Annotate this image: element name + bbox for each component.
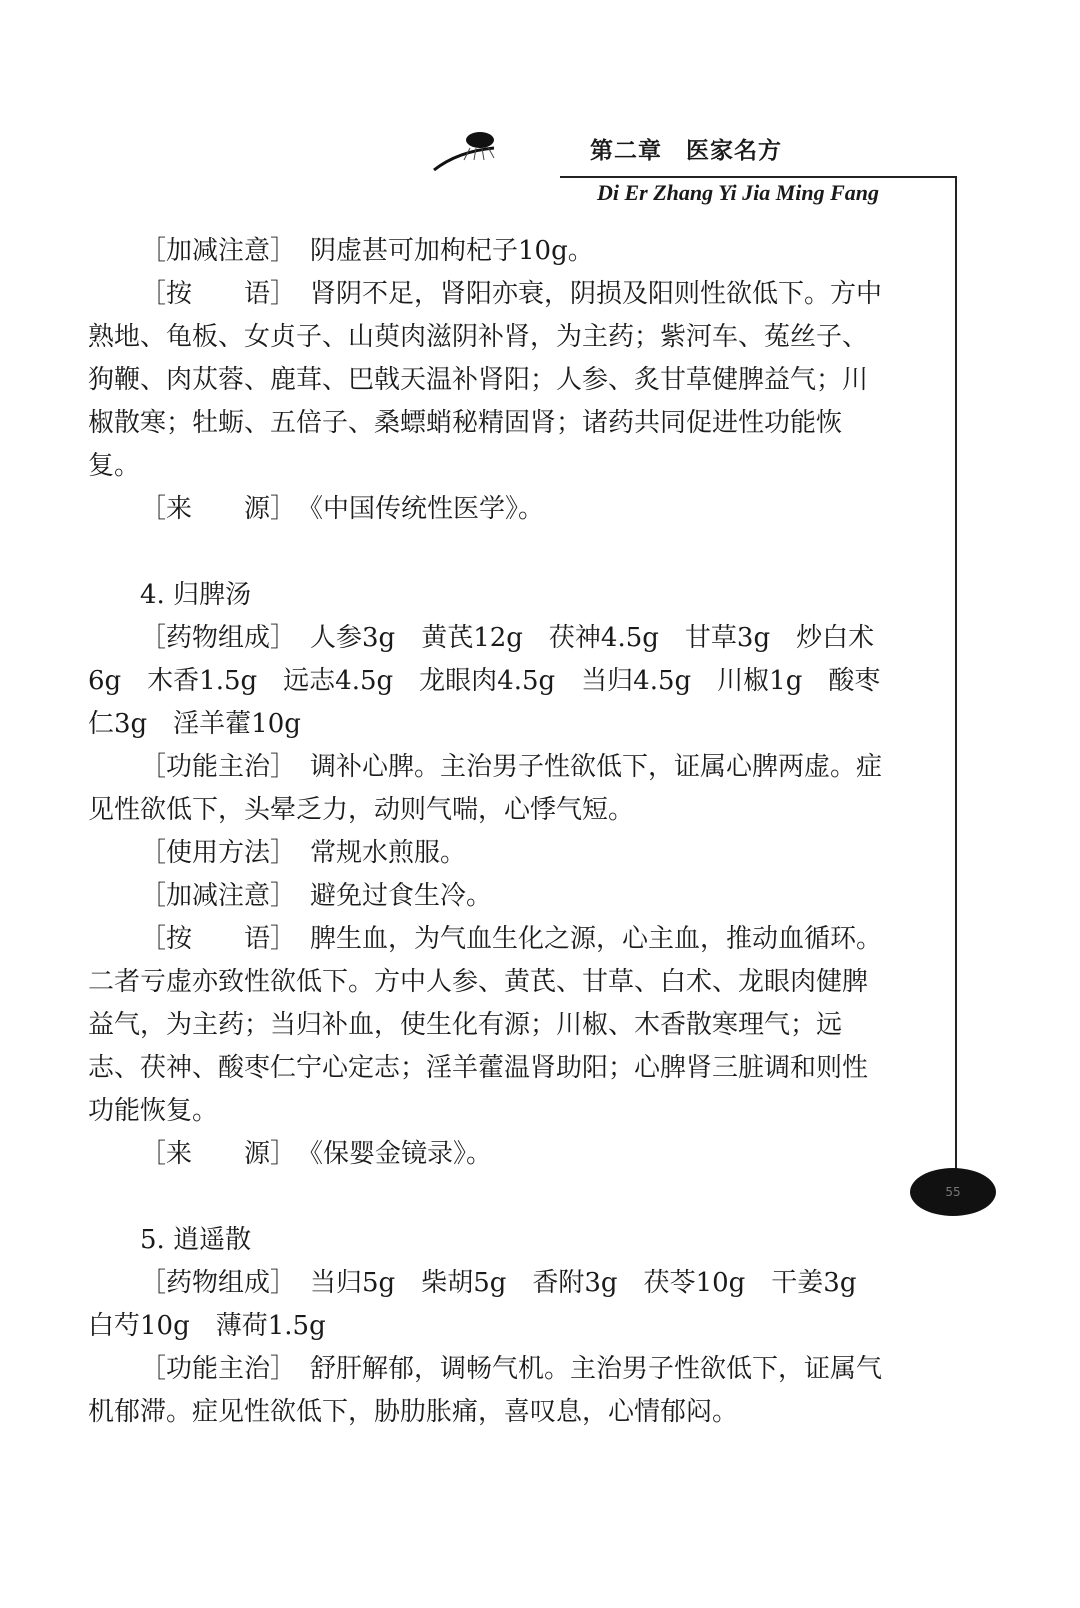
field-text: 阴虚甚可加枸杞子10g。 <box>310 236 594 266</box>
page-number-badge: 55 <box>910 1168 996 1216</box>
paragraph <box>88 1348 888 1434</box>
paragraph <box>88 230 888 273</box>
header-rule <box>560 176 957 178</box>
field-tag: ［药物组成］ <box>140 623 297 653</box>
field-text: 舒肝解郁，调畅气机。主治男子性欲低下，证属气机郁滞。症见性欲低下，胁肋胀痛，喜叹息，心情郁闷。 <box>88 1354 883 1427</box>
spacer <box>88 1176 888 1219</box>
field-text: 常规水煎服。 <box>310 838 467 868</box>
paragraph <box>88 1262 888 1348</box>
paragraph <box>88 617 888 746</box>
field-tag: ［按 语］ <box>140 279 297 309</box>
margin-rule <box>955 176 957 1176</box>
field-text: 调补心脾。主治男子性欲低下，证属心脾两虚。症见性欲低下，头晕乏力，动则气喘，心悸气短。 <box>88 752 883 825</box>
field-text: 人参3g 黄芪12g 茯神4.5g 甘草3g 炒白术6g 木香1.5g 远志4.5g 龙眼肉4.5g 当归4.5g 川椒1g 酸枣仁3g 淫羊藿10g <box>88 623 881 739</box>
field-text: 避免过食生冷。 <box>310 881 493 911</box>
section-heading: 5. 逍遥散 <box>140 1225 252 1255</box>
paragraph <box>88 832 888 875</box>
field-text: 《保婴金镜录》。 <box>310 1139 493 1169</box>
section-heading: 4. 归脾汤 <box>140 580 252 610</box>
field-text: 当归5g 柴胡5g 香附3g 茯苓10g 干姜3g 白芍10g 薄荷1.5g <box>88 1268 883 1341</box>
field-text: 肾阴不足，肾阳亦衰，阴损及阳则性欲低下。方中熟地、龟板、女贞子、山萸肉滋阴补肾，为主药；紫河车、菟丝子、狗鞭、肉苁蓉、鹿茸、巴戟天温补肾阳；人参、炙甘草健脾益气；川椒散寒；牡蛎、五倍子、桑螵蛸秘精固肾；诸药共同促进性功能恢复。 <box>88 279 883 481</box>
field-tag: ［加减注意］ <box>140 881 297 911</box>
paragraph <box>88 1133 888 1176</box>
paragraph <box>88 488 888 531</box>
field-tag: ［药物组成］ <box>140 1268 297 1298</box>
header-swoosh-icon <box>432 126 562 174</box>
field-tag: ［来 源］ <box>140 1139 297 1169</box>
field-tag: ［功能主治］ <box>140 752 297 782</box>
paragraph <box>88 746 888 832</box>
spacer <box>88 531 888 574</box>
field-tag: ［按 语］ <box>140 924 297 954</box>
field-text: 脾生血，为气血生化之源，心主血，推动血循环。二者亏虚亦致性欲低下。方中人参、黄芪、甘草、白术、龙眼肉健脾益气，为主药；当归补血，使生化有源；川椒、木香散寒理气；远志、茯神、酸枣仁宁心定志；淫羊藿温肾助阳；心脾肾三脏调和则性功能恢复。 <box>88 924 883 1126</box>
field-tag: ［使用方法］ <box>140 838 297 868</box>
body-text <box>88 230 888 1434</box>
field-tag: ［加减注意］ <box>140 236 297 266</box>
field-tag: ［功能主治］ <box>140 1354 297 1384</box>
paragraph <box>88 273 888 488</box>
paragraph <box>88 918 888 1133</box>
chapter-title-zh: 第二章 医家名方 <box>590 137 782 164</box>
field-tag: ［来 源］ <box>140 494 297 524</box>
chapter-title-en: Di Er Zhang Yi Jia Ming Fang <box>597 180 880 205</box>
paragraph <box>88 875 888 918</box>
field-text: 《中国传统性医学》。 <box>310 494 545 524</box>
